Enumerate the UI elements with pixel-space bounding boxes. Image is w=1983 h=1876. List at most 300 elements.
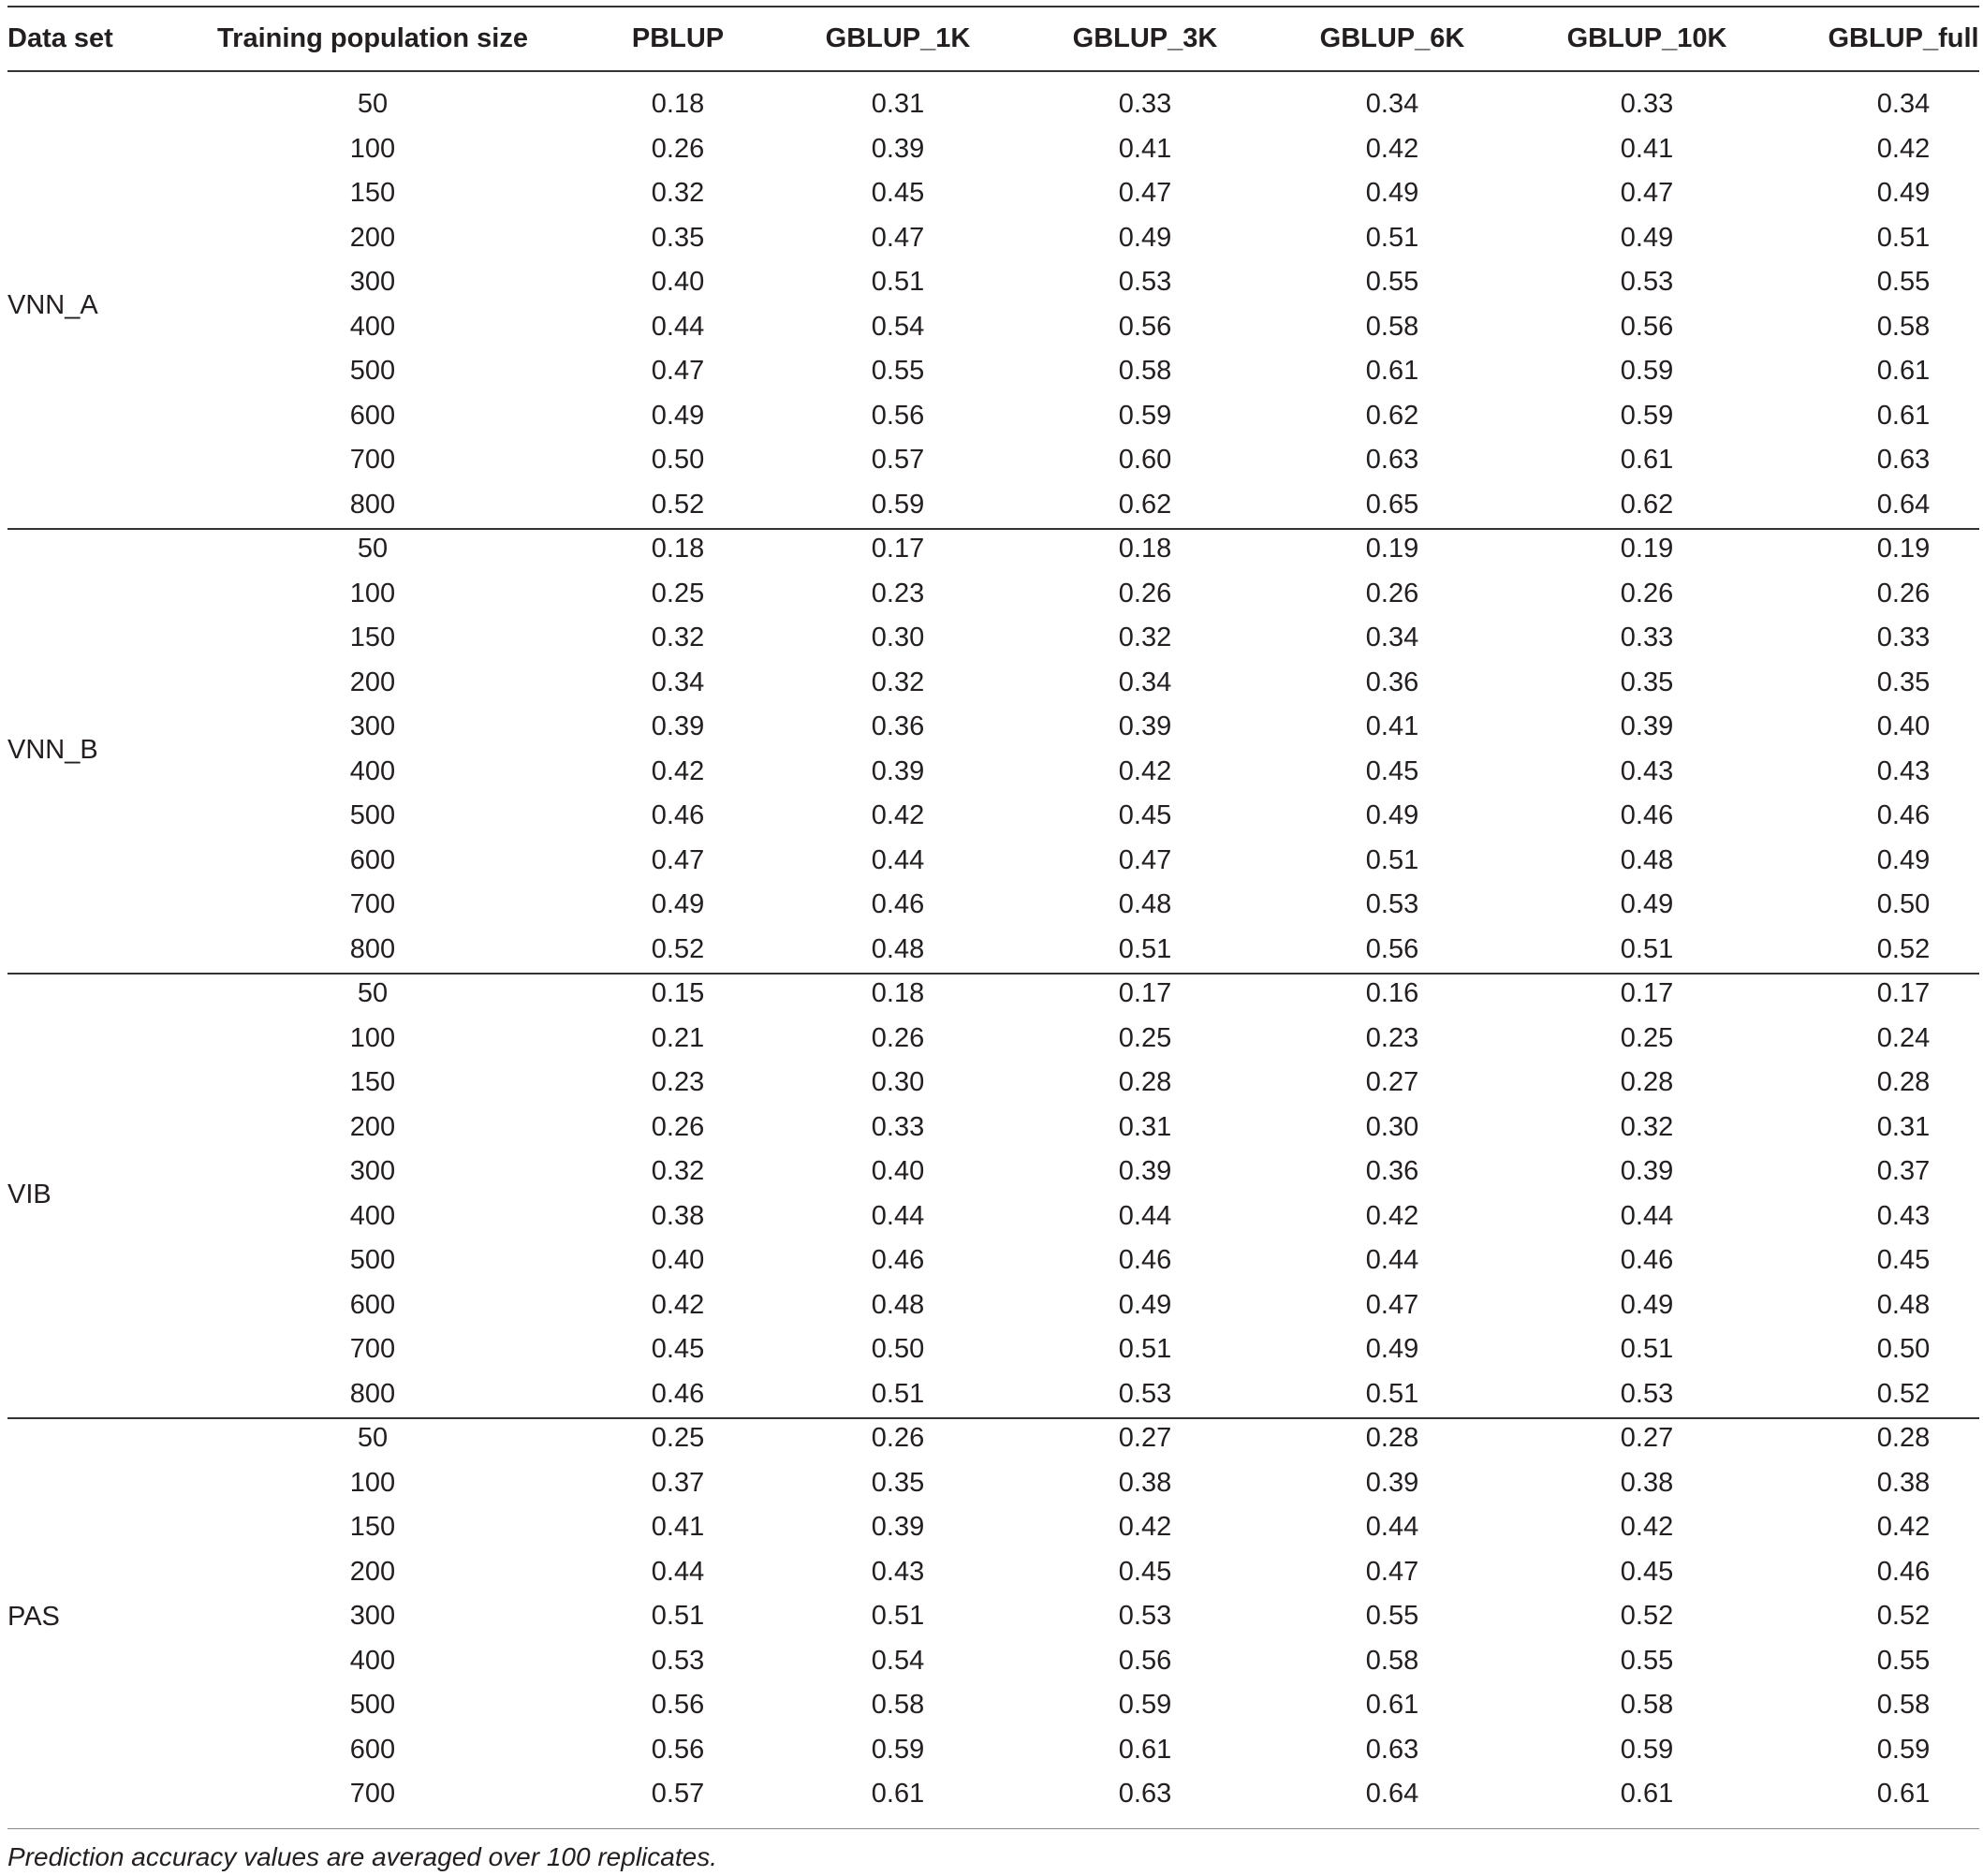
cell-gblup-1k: 0.55 bbox=[871, 356, 925, 386]
cell-training-size: 500 bbox=[349, 356, 396, 386]
cell-pblup: 0.15 bbox=[651, 978, 705, 1008]
table-row bbox=[0, 1416, 1983, 1461]
table-row bbox=[0, 349, 1983, 394]
cell-gblup-10k: 0.51 bbox=[1620, 1334, 1674, 1364]
cell-gblup-3k: 0.62 bbox=[1118, 489, 1172, 520]
cell-gblup-3k: 0.49 bbox=[1118, 1289, 1172, 1320]
cell-gblup-10k: 0.19 bbox=[1620, 534, 1674, 564]
cell-gblup-3k: 0.51 bbox=[1118, 1334, 1172, 1364]
cell-pblup: 0.40 bbox=[651, 267, 705, 297]
table-row bbox=[0, 1594, 1983, 1639]
table-row bbox=[0, 1194, 1983, 1239]
cell-gblup-3k: 0.45 bbox=[1118, 1556, 1172, 1587]
cell-gblup-6k: 0.44 bbox=[1365, 1245, 1419, 1275]
cell-training-size: 50 bbox=[357, 978, 389, 1008]
cell-gblup-10k: 0.49 bbox=[1620, 889, 1674, 919]
table-row bbox=[0, 883, 1983, 928]
cell-pblup: 0.25 bbox=[651, 578, 705, 608]
table-row bbox=[0, 438, 1983, 483]
cell-pblup: 0.53 bbox=[651, 1645, 705, 1676]
table-row bbox=[0, 1061, 1983, 1106]
cell-gblup-6k: 0.27 bbox=[1365, 1067, 1419, 1097]
cell-training-size: 100 bbox=[349, 133, 396, 164]
cell-gblup-6k: 0.58 bbox=[1365, 1645, 1419, 1676]
cell-training-size: 700 bbox=[349, 445, 396, 475]
cell-gblup-6k: 0.61 bbox=[1365, 356, 1419, 386]
table-row bbox=[0, 305, 1983, 350]
cell-pblup: 0.45 bbox=[651, 1334, 705, 1364]
cell-gblup-full: 0.52 bbox=[1876, 933, 1931, 964]
cell-training-size: 600 bbox=[349, 844, 396, 875]
cell-gblup-full: 0.49 bbox=[1876, 178, 1931, 208]
cell-gblup-1k: 0.43 bbox=[871, 1556, 925, 1587]
table-row bbox=[0, 705, 1983, 750]
cell-gblup-10k: 0.49 bbox=[1620, 222, 1674, 253]
cell-gblup-full: 0.37 bbox=[1876, 1156, 1931, 1186]
cell-pblup: 0.56 bbox=[651, 1734, 705, 1765]
table-row bbox=[0, 82, 1983, 127]
cell-training-size: 150 bbox=[349, 178, 396, 208]
cell-training-size: 100 bbox=[349, 1467, 396, 1498]
header-pblup: PBLUP bbox=[631, 23, 725, 53]
cell-pblup: 0.32 bbox=[651, 1156, 705, 1186]
cell-gblup-10k: 0.45 bbox=[1620, 1556, 1674, 1587]
cell-gblup-10k: 0.48 bbox=[1620, 844, 1674, 875]
cell-gblup-3k: 0.49 bbox=[1118, 222, 1172, 253]
table-row bbox=[0, 1017, 1983, 1062]
table-row bbox=[0, 839, 1983, 884]
cell-gblup-1k: 0.26 bbox=[871, 1423, 925, 1453]
cell-gblup-6k: 0.56 bbox=[1365, 933, 1419, 964]
cell-gblup-10k: 0.38 bbox=[1620, 1467, 1674, 1498]
table-row bbox=[0, 1283, 1983, 1328]
cell-gblup-6k: 0.51 bbox=[1365, 844, 1419, 875]
cell-gblup-1k: 0.39 bbox=[871, 133, 925, 164]
cell-training-size: 300 bbox=[349, 1156, 396, 1186]
cell-gblup-6k: 0.30 bbox=[1365, 1111, 1419, 1142]
cell-gblup-3k: 0.28 bbox=[1118, 1067, 1172, 1097]
table-row bbox=[0, 572, 1983, 617]
cell-gblup-full: 0.64 bbox=[1876, 489, 1931, 520]
cell-gblup-full: 0.59 bbox=[1876, 1734, 1931, 1765]
cell-pblup: 0.49 bbox=[651, 889, 705, 919]
cell-training-size: 50 bbox=[357, 534, 389, 564]
cell-gblup-10k: 0.59 bbox=[1620, 400, 1674, 431]
cell-training-size: 500 bbox=[349, 800, 396, 830]
cell-gblup-3k: 0.27 bbox=[1118, 1423, 1172, 1453]
cell-training-size: 700 bbox=[349, 1334, 396, 1364]
cell-gblup-1k: 0.26 bbox=[871, 1022, 925, 1053]
cell-gblup-6k: 0.64 bbox=[1365, 1779, 1419, 1809]
cell-gblup-full: 0.45 bbox=[1876, 1245, 1931, 1275]
cell-gblup-6k: 0.49 bbox=[1365, 178, 1419, 208]
cell-gblup-full: 0.38 bbox=[1876, 1467, 1931, 1498]
cell-gblup-1k: 0.40 bbox=[871, 1156, 925, 1186]
cell-training-size: 600 bbox=[349, 1734, 396, 1765]
cell-gblup-10k: 0.49 bbox=[1620, 1289, 1674, 1320]
cell-gblup-6k: 0.34 bbox=[1365, 89, 1419, 119]
table-row bbox=[0, 1238, 1983, 1283]
cell-gblup-6k: 0.36 bbox=[1365, 1156, 1419, 1186]
cell-pblup: 0.56 bbox=[651, 1690, 705, 1720]
cell-training-size: 800 bbox=[349, 933, 396, 964]
cell-gblup-full: 0.48 bbox=[1876, 1289, 1931, 1320]
cell-pblup: 0.39 bbox=[651, 711, 705, 741]
cell-gblup-10k: 0.51 bbox=[1620, 933, 1674, 964]
cell-gblup-3k: 0.39 bbox=[1118, 1156, 1172, 1186]
cell-pblup: 0.44 bbox=[651, 1556, 705, 1587]
cell-gblup-6k: 0.34 bbox=[1365, 623, 1419, 652]
table-row bbox=[0, 1106, 1983, 1151]
cell-gblup-1k: 0.18 bbox=[871, 978, 925, 1008]
group-separator-rule bbox=[7, 1417, 1979, 1419]
cell-training-size: 800 bbox=[349, 489, 396, 520]
cell-training-size: 100 bbox=[349, 1022, 396, 1053]
cell-pblup: 0.51 bbox=[651, 1601, 705, 1631]
cell-gblup-full: 0.52 bbox=[1876, 1378, 1931, 1409]
table-row bbox=[0, 1683, 1983, 1728]
table-row bbox=[0, 928, 1983, 973]
cell-gblup-full: 0.50 bbox=[1876, 1334, 1931, 1364]
cell-training-size: 600 bbox=[349, 400, 396, 431]
cell-gblup-3k: 0.39 bbox=[1118, 711, 1172, 741]
header-gblup-3k: GBLUP_3K bbox=[1072, 23, 1218, 53]
cell-training-size: 400 bbox=[349, 1200, 396, 1231]
cell-gblup-1k: 0.17 bbox=[871, 534, 925, 564]
cell-gblup-1k: 0.54 bbox=[871, 311, 925, 342]
cell-gblup-10k: 0.46 bbox=[1620, 800, 1674, 830]
cell-gblup-3k: 0.44 bbox=[1118, 1200, 1172, 1231]
cell-gblup-3k: 0.51 bbox=[1118, 933, 1172, 964]
cell-gblup-6k: 0.26 bbox=[1365, 578, 1419, 608]
cell-gblup-1k: 0.30 bbox=[871, 623, 925, 652]
cell-gblup-1k: 0.51 bbox=[871, 1601, 925, 1631]
cell-training-size: 300 bbox=[349, 267, 396, 297]
cell-pblup: 0.34 bbox=[651, 667, 705, 697]
cell-gblup-full: 0.55 bbox=[1876, 267, 1931, 297]
cell-pblup: 0.57 bbox=[651, 1779, 705, 1809]
cell-gblup-3k: 0.38 bbox=[1118, 1467, 1172, 1498]
header-rule bbox=[7, 70, 1979, 72]
cell-gblup-1k: 0.39 bbox=[871, 755, 925, 786]
cell-gblup-3k: 0.26 bbox=[1118, 578, 1172, 608]
cell-pblup: 0.32 bbox=[651, 178, 705, 208]
cell-gblup-6k: 0.44 bbox=[1365, 1512, 1419, 1542]
cell-gblup-10k: 0.42 bbox=[1620, 1512, 1674, 1542]
cell-training-size: 300 bbox=[349, 711, 396, 741]
cell-gblup-1k: 0.33 bbox=[871, 1111, 925, 1142]
cell-gblup-3k: 0.42 bbox=[1118, 755, 1172, 786]
cell-pblup: 0.47 bbox=[651, 356, 705, 386]
cell-pblup: 0.18 bbox=[651, 89, 705, 119]
cell-training-size: 500 bbox=[349, 1690, 396, 1720]
cell-gblup-6k: 0.65 bbox=[1365, 489, 1419, 520]
cell-gblup-3k: 0.47 bbox=[1118, 178, 1172, 208]
table-row bbox=[0, 171, 1983, 216]
cell-gblup-3k: 0.63 bbox=[1118, 1779, 1172, 1809]
cell-pblup: 0.46 bbox=[651, 1378, 705, 1409]
cell-gblup-10k: 0.35 bbox=[1620, 667, 1674, 697]
cell-gblup-6k: 0.55 bbox=[1365, 1601, 1419, 1631]
cell-gblup-10k: 0.33 bbox=[1620, 89, 1674, 119]
cell-training-size: 600 bbox=[349, 1289, 396, 1320]
cell-gblup-full: 0.50 bbox=[1876, 889, 1931, 919]
cell-gblup-1k: 0.44 bbox=[871, 1200, 925, 1231]
cell-training-size: 400 bbox=[349, 311, 396, 342]
cell-pblup: 0.41 bbox=[651, 1512, 705, 1542]
cell-gblup-1k: 0.30 bbox=[871, 1067, 925, 1097]
cell-training-size: 700 bbox=[349, 889, 396, 919]
cell-training-size: 200 bbox=[349, 1556, 396, 1587]
cell-gblup-1k: 0.46 bbox=[871, 1245, 925, 1275]
cell-gblup-1k: 0.39 bbox=[871, 1512, 925, 1542]
cell-gblup-10k: 0.17 bbox=[1620, 978, 1674, 1008]
table-row bbox=[0, 394, 1983, 439]
table-row bbox=[0, 661, 1983, 706]
cell-gblup-full: 0.19 bbox=[1876, 534, 1931, 564]
cell-gblup-3k: 0.56 bbox=[1118, 311, 1172, 342]
cell-gblup-10k: 0.28 bbox=[1620, 1067, 1674, 1097]
cell-gblup-full: 0.61 bbox=[1876, 400, 1931, 431]
table-row bbox=[0, 616, 1983, 661]
cell-gblup-6k: 0.47 bbox=[1365, 1289, 1419, 1320]
cell-gblup-6k: 0.36 bbox=[1365, 667, 1419, 697]
cell-training-size: 100 bbox=[349, 578, 396, 608]
cell-gblup-full: 0.26 bbox=[1876, 578, 1931, 608]
cell-gblup-1k: 0.51 bbox=[871, 1378, 925, 1409]
cell-gblup-1k: 0.23 bbox=[871, 578, 925, 608]
cell-gblup-full: 0.46 bbox=[1876, 1556, 1931, 1587]
cell-gblup-full: 0.34 bbox=[1876, 89, 1931, 119]
cell-training-size: 800 bbox=[349, 1378, 396, 1409]
table-row bbox=[0, 127, 1983, 172]
table-row bbox=[0, 260, 1983, 305]
cell-gblup-10k: 0.59 bbox=[1620, 356, 1674, 386]
cell-gblup-3k: 0.58 bbox=[1118, 356, 1172, 386]
cell-gblup-6k: 0.49 bbox=[1365, 1334, 1419, 1364]
cell-training-size: 50 bbox=[357, 89, 389, 119]
cell-gblup-3k: 0.60 bbox=[1118, 445, 1172, 475]
cell-gblup-full: 0.61 bbox=[1876, 356, 1931, 386]
cell-gblup-full: 0.61 bbox=[1876, 1779, 1931, 1809]
group-separator-rule bbox=[7, 973, 1979, 975]
cell-gblup-6k: 0.58 bbox=[1365, 311, 1419, 342]
cell-gblup-full: 0.40 bbox=[1876, 711, 1931, 741]
cell-gblup-6k: 0.41 bbox=[1365, 711, 1419, 741]
cell-training-size: 150 bbox=[349, 1067, 396, 1097]
cell-pblup: 0.49 bbox=[651, 400, 705, 431]
cell-gblup-1k: 0.50 bbox=[871, 1334, 925, 1364]
cell-training-size: 400 bbox=[349, 755, 396, 786]
cell-gblup-6k: 0.51 bbox=[1365, 222, 1419, 253]
cell-pblup: 0.35 bbox=[651, 222, 705, 253]
cell-gblup-full: 0.42 bbox=[1876, 1512, 1931, 1542]
cell-gblup-10k: 0.53 bbox=[1620, 267, 1674, 297]
cell-pblup: 0.52 bbox=[651, 933, 705, 964]
cell-pblup: 0.21 bbox=[651, 1022, 705, 1053]
cell-gblup-10k: 0.26 bbox=[1620, 578, 1674, 608]
cell-gblup-3k: 0.53 bbox=[1118, 267, 1172, 297]
cell-gblup-6k: 0.62 bbox=[1365, 400, 1419, 431]
cell-gblup-1k: 0.36 bbox=[871, 711, 925, 741]
header-training-population-size: Training population size bbox=[217, 23, 528, 53]
cell-pblup: 0.37 bbox=[651, 1467, 705, 1498]
table-row bbox=[0, 527, 1983, 572]
cell-gblup-full: 0.28 bbox=[1876, 1423, 1931, 1453]
cell-gblup-3k: 0.32 bbox=[1118, 623, 1172, 652]
cell-gblup-3k: 0.61 bbox=[1118, 1734, 1172, 1765]
cell-gblup-3k: 0.48 bbox=[1118, 889, 1172, 919]
header-gblup-1k: GBLUP_1K bbox=[825, 23, 971, 53]
cell-gblup-10k: 0.41 bbox=[1620, 133, 1674, 164]
data-set-label: VNN_B bbox=[7, 734, 98, 765]
cell-gblup-10k: 0.52 bbox=[1620, 1601, 1674, 1631]
cell-gblup-6k: 0.55 bbox=[1365, 267, 1419, 297]
cell-gblup-6k: 0.47 bbox=[1365, 1556, 1419, 1587]
cell-gblup-full: 0.58 bbox=[1876, 1690, 1931, 1720]
cell-gblup-1k: 0.42 bbox=[871, 800, 925, 830]
cell-gblup-1k: 0.44 bbox=[871, 844, 925, 875]
table-row bbox=[0, 1505, 1983, 1550]
cell-pblup: 0.44 bbox=[651, 311, 705, 342]
cell-training-size: 150 bbox=[349, 1512, 396, 1542]
cell-gblup-6k: 0.28 bbox=[1365, 1423, 1419, 1453]
cell-pblup: 0.47 bbox=[651, 844, 705, 875]
cell-gblup-10k: 0.58 bbox=[1620, 1690, 1674, 1720]
cell-gblup-10k: 0.25 bbox=[1620, 1022, 1674, 1053]
cell-gblup-full: 0.51 bbox=[1876, 222, 1931, 253]
table-row bbox=[0, 1728, 1983, 1773]
cell-gblup-full: 0.58 bbox=[1876, 311, 1931, 342]
table-row bbox=[0, 750, 1983, 795]
cell-gblup-full: 0.42 bbox=[1876, 133, 1931, 164]
cell-gblup-1k: 0.59 bbox=[871, 489, 925, 520]
cell-gblup-3k: 0.42 bbox=[1118, 1512, 1172, 1542]
cell-gblup-10k: 0.32 bbox=[1620, 1111, 1674, 1142]
header-data-set: Data set bbox=[7, 23, 113, 53]
cell-gblup-6k: 0.39 bbox=[1365, 1467, 1419, 1498]
cell-gblup-1k: 0.47 bbox=[871, 222, 925, 253]
cell-pblup: 0.52 bbox=[651, 489, 705, 520]
cell-gblup-full: 0.35 bbox=[1876, 667, 1931, 697]
cell-gblup-10k: 0.56 bbox=[1620, 311, 1674, 342]
cell-gblup-full: 0.43 bbox=[1876, 755, 1931, 786]
cell-gblup-3k: 0.34 bbox=[1118, 667, 1172, 697]
cell-gblup-full: 0.33 bbox=[1876, 623, 1931, 652]
cell-gblup-1k: 0.35 bbox=[871, 1467, 925, 1498]
header-gblup-10k: GBLUP_10K bbox=[1566, 23, 1727, 53]
cell-gblup-6k: 0.63 bbox=[1365, 445, 1419, 475]
cell-gblup-10k: 0.39 bbox=[1620, 711, 1674, 741]
cell-training-size: 400 bbox=[349, 1645, 396, 1676]
cell-training-size: 200 bbox=[349, 667, 396, 697]
cell-pblup: 0.32 bbox=[651, 623, 705, 652]
cell-gblup-10k: 0.27 bbox=[1620, 1423, 1674, 1453]
cell-gblup-10k: 0.53 bbox=[1620, 1378, 1674, 1409]
header-gblup-full: GBLUP_full bbox=[1828, 23, 1979, 53]
cell-gblup-3k: 0.46 bbox=[1118, 1245, 1172, 1275]
cell-gblup-full: 0.31 bbox=[1876, 1111, 1931, 1142]
cell-gblup-3k: 0.17 bbox=[1118, 978, 1172, 1008]
cell-pblup: 0.42 bbox=[651, 1289, 705, 1320]
group-separator-rule bbox=[7, 528, 1979, 530]
cell-gblup-10k: 0.62 bbox=[1620, 489, 1674, 520]
cell-gblup-full: 0.49 bbox=[1876, 844, 1931, 875]
cell-pblup: 0.23 bbox=[651, 1067, 705, 1097]
cell-pblup: 0.18 bbox=[651, 534, 705, 564]
cell-gblup-1k: 0.58 bbox=[871, 1690, 925, 1720]
cell-gblup-1k: 0.45 bbox=[871, 178, 925, 208]
table-row bbox=[0, 1372, 1983, 1417]
cell-gblup-3k: 0.41 bbox=[1118, 133, 1172, 164]
cell-gblup-3k: 0.53 bbox=[1118, 1601, 1172, 1631]
cell-gblup-1k: 0.61 bbox=[871, 1779, 925, 1809]
table-row bbox=[0, 1150, 1983, 1194]
cell-gblup-6k: 0.61 bbox=[1365, 1690, 1419, 1720]
cell-training-size: 200 bbox=[349, 1111, 396, 1142]
data-set-label: VIB bbox=[7, 1179, 51, 1209]
cell-pblup: 0.46 bbox=[651, 800, 705, 830]
cell-gblup-3k: 0.25 bbox=[1118, 1022, 1172, 1053]
cell-gblup-1k: 0.31 bbox=[871, 89, 925, 119]
table-row bbox=[0, 483, 1983, 528]
cell-gblup-full: 0.46 bbox=[1876, 800, 1931, 830]
cell-gblup-1k: 0.59 bbox=[871, 1734, 925, 1765]
table-row bbox=[0, 1550, 1983, 1595]
cell-gblup-6k: 0.63 bbox=[1365, 1734, 1419, 1765]
cell-gblup-full: 0.55 bbox=[1876, 1645, 1931, 1676]
cell-gblup-6k: 0.53 bbox=[1365, 889, 1419, 919]
cell-gblup-full: 0.43 bbox=[1876, 1200, 1931, 1231]
cell-training-size: 300 bbox=[349, 1601, 396, 1631]
cell-gblup-6k: 0.23 bbox=[1365, 1022, 1419, 1053]
cell-gblup-6k: 0.16 bbox=[1365, 978, 1419, 1008]
cell-gblup-10k: 0.59 bbox=[1620, 1734, 1674, 1765]
top-rule bbox=[7, 6, 1979, 7]
cell-gblup-full: 0.52 bbox=[1876, 1601, 1931, 1631]
cell-gblup-10k: 0.46 bbox=[1620, 1245, 1674, 1275]
cell-pblup: 0.42 bbox=[651, 755, 705, 786]
cell-pblup: 0.25 bbox=[651, 1423, 705, 1453]
cell-gblup-full: 0.17 bbox=[1876, 978, 1931, 1008]
table-row bbox=[0, 794, 1983, 839]
cell-training-size: 50 bbox=[357, 1423, 389, 1453]
cell-gblup-6k: 0.51 bbox=[1365, 1378, 1419, 1409]
cell-gblup-10k: 0.43 bbox=[1620, 755, 1674, 786]
cell-gblup-3k: 0.45 bbox=[1118, 800, 1172, 830]
cell-gblup-3k: 0.47 bbox=[1118, 844, 1172, 875]
cell-gblup-6k: 0.42 bbox=[1365, 1200, 1419, 1231]
cell-gblup-1k: 0.56 bbox=[871, 400, 925, 431]
cell-training-size: 200 bbox=[349, 222, 396, 253]
cell-gblup-6k: 0.19 bbox=[1365, 534, 1419, 564]
cell-gblup-10k: 0.39 bbox=[1620, 1156, 1674, 1186]
cell-gblup-10k: 0.44 bbox=[1620, 1200, 1674, 1231]
bottom-rule bbox=[7, 1828, 1979, 1829]
data-set-label: VNN_A bbox=[7, 289, 98, 320]
cell-gblup-1k: 0.51 bbox=[871, 267, 925, 297]
cell-gblup-1k: 0.54 bbox=[871, 1645, 925, 1676]
cell-gblup-full: 0.63 bbox=[1876, 445, 1931, 475]
table-row bbox=[0, 1772, 1983, 1817]
header-gblup-6k: GBLUP_6K bbox=[1319, 23, 1465, 53]
cell-training-size: 150 bbox=[349, 623, 396, 652]
cell-pblup: 0.38 bbox=[651, 1200, 705, 1231]
table-row bbox=[0, 1639, 1983, 1684]
table-row bbox=[0, 1461, 1983, 1506]
table-row bbox=[0, 1327, 1983, 1372]
table-footnote: Prediction accuracy values are averaged over 100 replicates. bbox=[7, 1842, 717, 1871]
